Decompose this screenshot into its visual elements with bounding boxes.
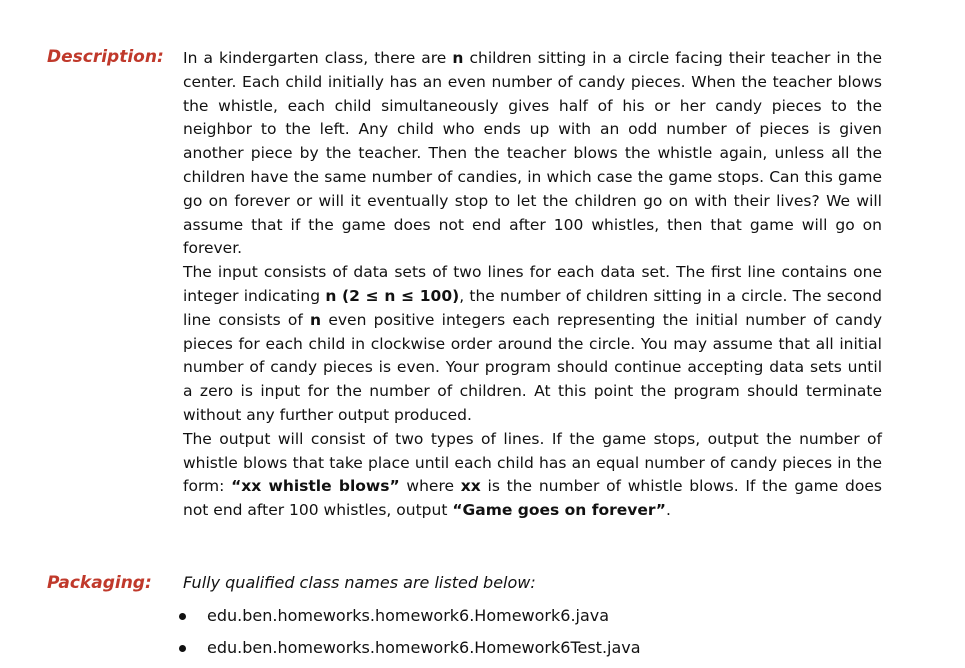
output-paragraph: The output will consist of two types of lines. If the game stops, output the number of whistle blows that take place until each child has an equal number of candy pieces in the form: “xx whistle blows” where xx is the number of whistle blows. If the game does not end after 100 whistles, output “Game goes on forever”. <box>183 429 882 520</box>
class-name: edu.ben.homeworks.homework6.Homework6Test.java <box>207 638 641 657</box>
class-name: edu.ben.homeworks.homework6.Homework6.java <box>207 606 610 625</box>
description-body <box>183 47 882 523</box>
list-item <box>175 636 641 668</box>
list-item <box>175 604 641 636</box>
bullet-icon <box>179 645 186 652</box>
packaging-label: Packaging: <box>47 573 152 593</box>
input-paragraph: The input consists of data sets of two lines for each data set. The first line contains one integer indicating n (2 ≤ n ≤ 100), the number of children sitting in a circle. The second line consists of n even positive integers each representing the initial number of candy pieces for each child in clockwise order around the circle. You may assume that all initial number of candy pieces is even. Your program should continue accepting data sets until a zero is input for the number of children. At this point the program should terminate without any further output produced. <box>183 263 882 424</box>
description-label: Description: <box>47 47 164 67</box>
bullet-icon <box>179 613 186 620</box>
packaging-intro: Fully qualified class names are listed below: <box>183 573 536 592</box>
description-paragraph-1: In a kindergarten class, there are n children sitting in a circle facing their teacher in the center. Each child initially has an even number of candy pieces. When the teacher blows the whistle, each child simultaneously gives half of his or her candy pieces to the neighbor to the left. Any child who ends up with an odd number of pieces is given another piece by the teacher. Then the teacher blows the whistle again, unless all the children have the same number of candies, in which case the game stops. Can this game go on forever or will it eventually stop to let the children go on with their lives? We will assume that if the game does not end after 100 whistles, then that game will go on forever. <box>183 49 882 258</box>
class-name-list <box>175 604 641 668</box>
